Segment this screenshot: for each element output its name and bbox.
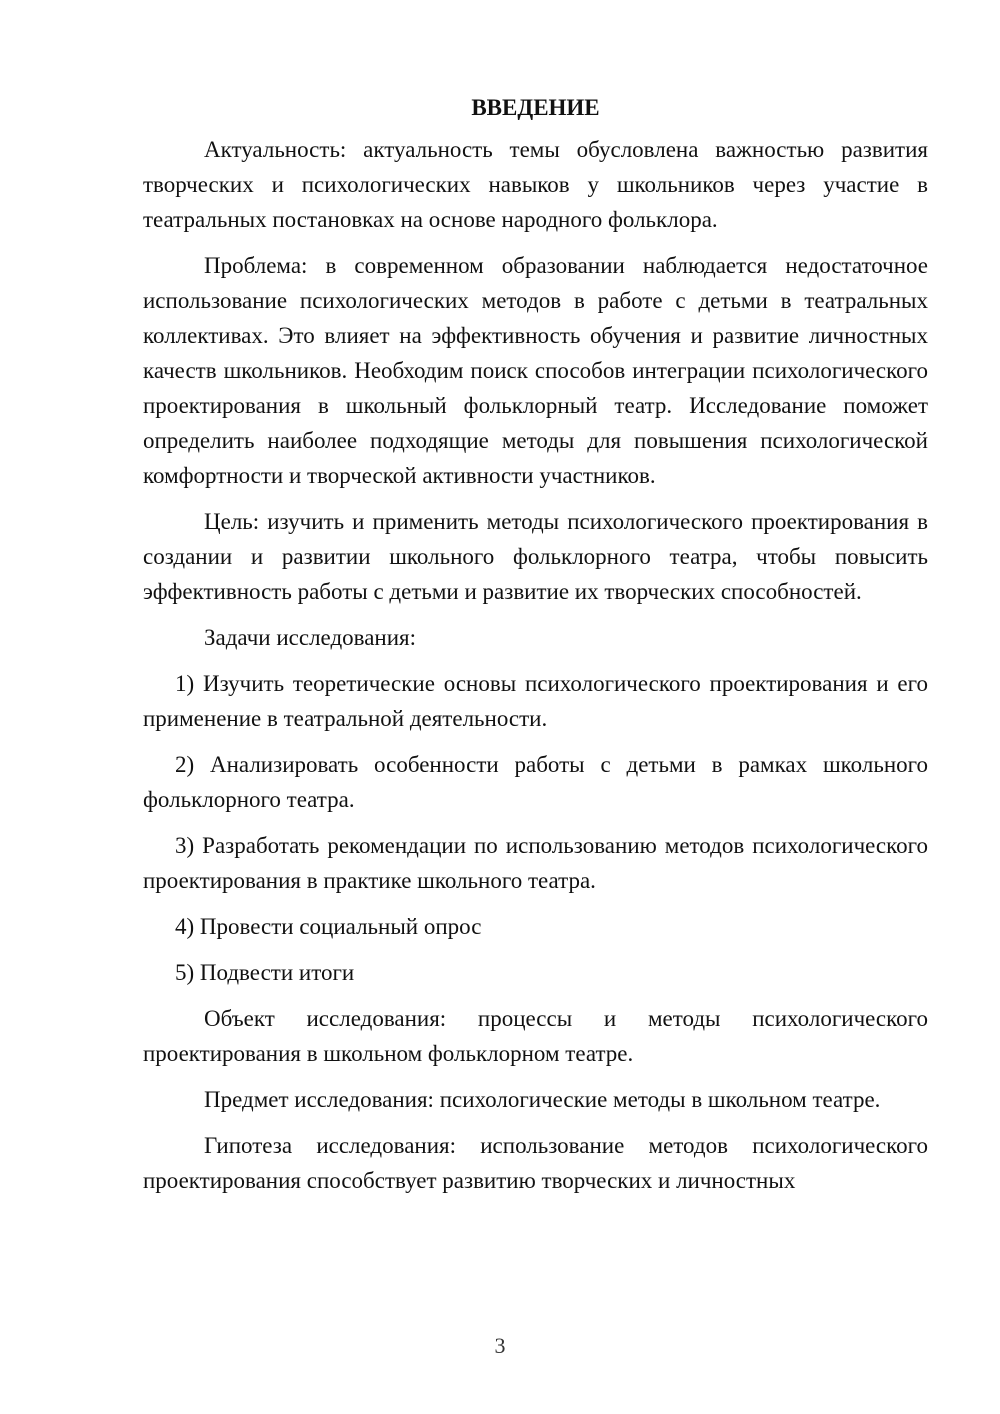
goal-paragraph: Цель: изучить и применить методы психологического проектирования в создании и развитии школьного фольклорного театра, чтобы повысить эффективность работы с детьми и развитие их творческих способностей.: [143, 509, 928, 604]
document-body: [143, 90, 928, 1209]
page-number: 3: [494, 1333, 506, 1358]
section-title: ВВЕДЕНИЕ: [471, 95, 600, 120]
task-item-5: 5) Подвести итоги: [175, 960, 355, 985]
task-item-4: 4) Провести социальный опрос: [175, 914, 482, 939]
relevance-paragraph: Актуальность: актуальность темы обусловлена важностью развития творческих и психологических навыков у школьников через участие в театральных постановках на основе народного фольклора.: [143, 137, 928, 232]
problem-paragraph: Проблема: в современном образовании наблюдается недостаточное использование психологических методов в работе с детьми в театральных коллективах. Это влияет на эффективность обучения и развитие личностных качеств школьников. Необходим поиск способов интеграции психологического проектирования в школьный фольклорный театр. Исследование поможет определить наиболее подходящие методы для повышения психологической комфортности и творческой активности участников.: [143, 253, 928, 488]
object-paragraph: Объект исследования: процессы и методы психологического проектирования в школьном фольклорном театре.: [143, 1006, 928, 1066]
tasks-heading: Задачи исследования:: [204, 625, 417, 650]
task-item-1: 1) Изучить теоретические основы психологического проектирования и его применение в театральной деятельности.: [143, 671, 928, 731]
task-item-2: 2) Анализировать особенности работы с детьми в рамках школьного фольклорного театра.: [143, 752, 928, 812]
subject-paragraph: Предмет исследования: психологические методы в школьном театре.: [204, 1087, 881, 1112]
hypothesis-paragraph: Гипотеза исследования: использование методов психологического проектирования способствует развитию творческих и личностных: [143, 1133, 928, 1193]
task-item-3: 3) Разработать рекомендации по использованию методов психологического проектирования в практике школьного театра.: [143, 833, 928, 893]
